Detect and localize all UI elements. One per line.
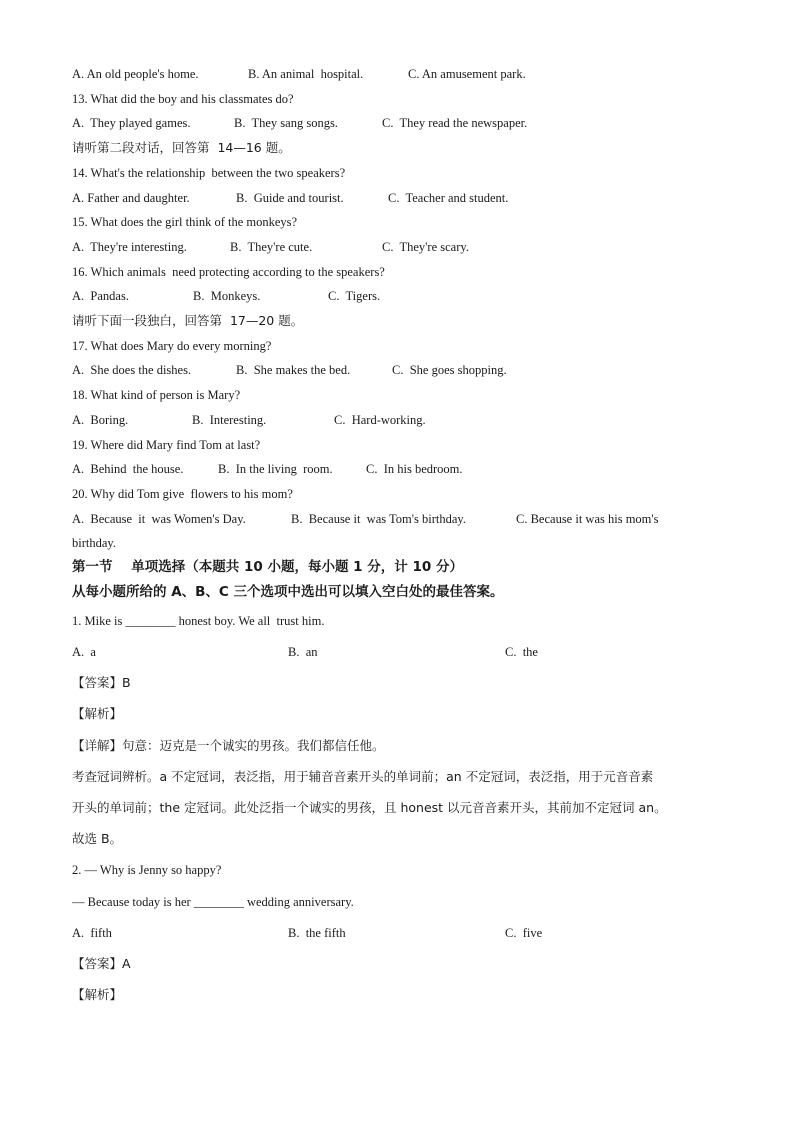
q20-options — [72, 511, 732, 527]
option-c: C. They read the newspaper. — [382, 116, 528, 130]
q15-options — [72, 239, 732, 255]
q1-analysis-heading: 【解析】 — [72, 706, 123, 721]
question-1: 1. Mike is ________ honest boy. We all trust him. — [72, 614, 325, 628]
question-19: 19. Where did Mary find Tom at last? — [72, 438, 261, 452]
question-18: 18. What kind of person is Mary? — [72, 388, 241, 402]
option-a: A. They played games. — [72, 116, 191, 130]
option-c: C. She goes shopping. — [392, 363, 507, 377]
option-b: B. They sang songs. — [234, 116, 338, 130]
q1-explanation-line-1: 考查冠词辨析。a 不定冠词，表泛指，用于辅音音素开头的单词前；an 不定冠词，表泛指，用于元音音素 — [72, 769, 654, 784]
question-2-line-1: 2. — Why is Jenny so happy? — [72, 863, 222, 877]
q1-explanation-line-2: 开头的单词前；the 定冠词。此处泛指一个诚实的男孩，且 honest 以元音音素开头，其前加不定冠词 an。 — [72, 800, 667, 815]
section-instruction: 从每小题所给的 A、B、C 三个选项中选出可以填入空白处的最佳答案。 — [72, 584, 504, 600]
option-b: B. Interesting. — [192, 413, 267, 427]
q2-answer: 【答案】A — [72, 956, 131, 971]
option-c: C. An amusement park. — [408, 67, 526, 81]
q20-option-c-continued: birthday. — [72, 536, 116, 550]
option-a: A. Pandas. — [72, 289, 129, 303]
option-b: B. They're cute. — [230, 240, 313, 254]
option-a: A. Boring. — [72, 413, 129, 427]
q1-options — [72, 644, 732, 660]
option-b: B. an — [288, 645, 318, 659]
option-b: B. the fifth — [288, 926, 346, 940]
q12-options — [72, 66, 732, 82]
option-b: B. An animal hospital. — [248, 67, 364, 81]
option-c: C. five — [505, 926, 543, 940]
option-c: C. Teacher and student. — [388, 191, 509, 205]
dialog-2-instruction: 请听第二段对话，回答第 14—16 题。 — [72, 140, 291, 155]
option-a: A. Behind the house. — [72, 462, 184, 476]
option-c: C. the — [505, 645, 538, 659]
option-c: C. Hard-working. — [334, 413, 426, 427]
q1-conclusion: 故选 B。 — [72, 831, 123, 846]
q19-options — [72, 461, 732, 477]
q16-options — [72, 288, 732, 304]
option-a: A. Because it was Women's Day. — [72, 512, 246, 526]
option-a: A. a — [72, 645, 96, 659]
option-b: B. Guide and tourist. — [236, 191, 344, 205]
monologue-instruction: 请听下面一段独白，回答第 17—20 题。 — [72, 313, 304, 328]
q2-analysis-heading: 【解析】 — [72, 987, 123, 1002]
q14-options — [72, 190, 732, 206]
option-a: A. An old people's home. — [72, 67, 199, 81]
question-17: 17. What does Mary do every morning? — [72, 339, 272, 353]
option-b: B. Because it was Tom's birthday. — [291, 512, 466, 526]
q18-options — [72, 412, 732, 428]
option-c: C. Tigers. — [328, 289, 381, 303]
question-16: 16. Which animals need protecting according to the speakers? — [72, 265, 385, 279]
question-20: 20. Why did Tom give flowers to his mom? — [72, 487, 293, 501]
question-13: 13. What did the boy and his classmates do? — [72, 92, 294, 106]
question-2-line-2: — Because today is her ________ wedding anniversary. — [72, 895, 354, 909]
option-c: C. In his bedroom. — [366, 462, 463, 476]
option-c: C. They're scary. — [382, 240, 469, 254]
question-14: 14. What's the relationship between the two speakers? — [72, 166, 346, 180]
q17-options — [72, 362, 732, 378]
question-15: 15. What does the girl think of the monkeys? — [72, 215, 298, 229]
q13-options — [72, 115, 732, 131]
q1-answer: 【答案】B — [72, 675, 131, 690]
section-title: 第一节 单项选择（本题共 10 小题，每小题 1 分，计 10 分） — [72, 559, 463, 575]
option-b: B. Monkeys. — [193, 289, 261, 303]
option-a: A. They're interesting. — [72, 240, 187, 254]
option-a: A. She does the dishes. — [72, 363, 192, 377]
option-b: B. She makes the bed. — [236, 363, 351, 377]
option-c: C. Because it was his mom's — [516, 512, 659, 526]
option-a: A. Father and daughter. — [72, 191, 190, 205]
q1-detail: 【详解】句意：迈克是一个诚实的男孩。我们都信任他。 — [72, 738, 385, 753]
q2-options — [72, 925, 732, 941]
option-a: A. fifth — [72, 926, 112, 940]
option-b: B. In the living room. — [218, 462, 333, 476]
